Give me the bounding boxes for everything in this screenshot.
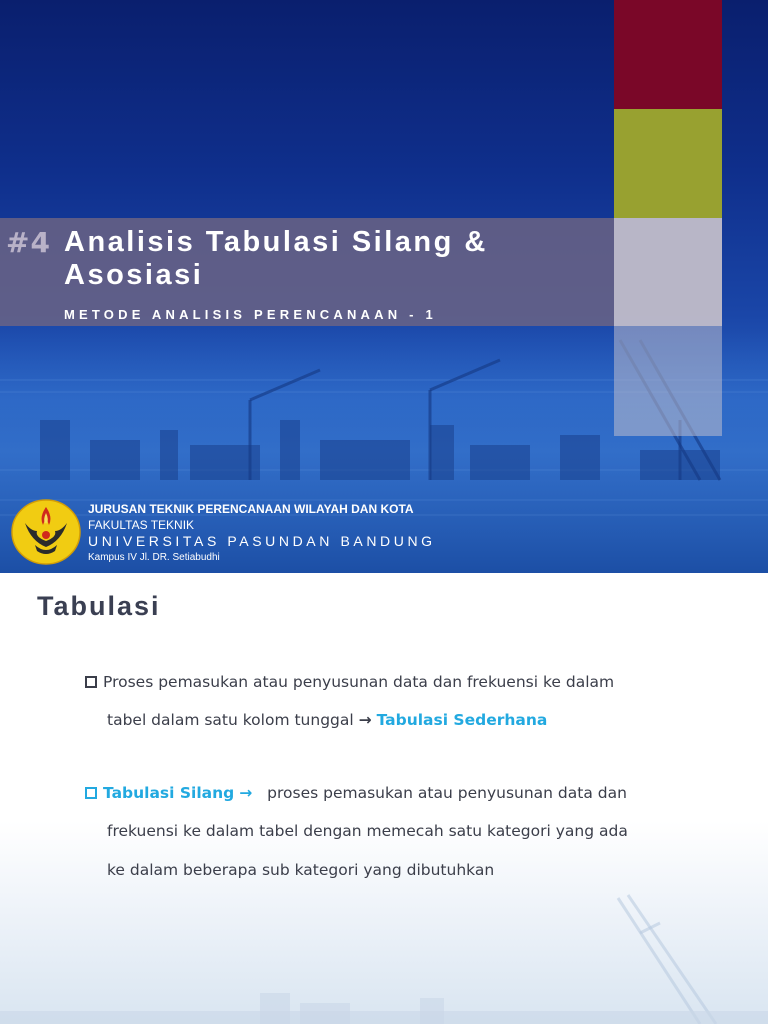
bullet2-line1: proses pemasukan atau penyusunan data dan: [267, 784, 627, 802]
bullet1-line2: tabel dalam satu kolom tunggal: [107, 711, 354, 729]
bullet2-line3: ke dalam beberapa sub kategori yang dibutuhkan: [107, 861, 495, 879]
decorative-olive-square: [614, 109, 722, 218]
slide-title: Analisis Tabulasi Silang & Asosiasi: [64, 226, 488, 291]
bullet1-line1: Proses pemasukan atau penyusunan data dan frekuensi ke dalam: [103, 673, 615, 691]
checkbox-bullet-icon: [85, 676, 97, 688]
checkbox-bullet-icon: [85, 787, 97, 799]
university-name: UNIVERSITAS PASUNDAN BANDUNG: [88, 533, 436, 549]
section-title: Tabulasi: [37, 591, 161, 621]
right-arrow-icon: →: [358, 711, 372, 729]
department-name: JURUSAN TEKNIK PERENCANAAN WILAYAH DAN KOTA: [88, 502, 414, 516]
university-logo-icon: [11, 497, 81, 567]
decorative-light-square: [614, 218, 722, 326]
right-arrow-icon: →: [239, 784, 253, 802]
decorative-red-square: [614, 0, 722, 109]
slide-subtitle: METODE ANALISIS PERENCANAAN - 1: [64, 307, 437, 322]
highlight-simple-tabulation: Tabulasi Sederhana: [376, 711, 548, 729]
campus-address: Kampus IV Jl. DR. Setiabudhi: [88, 552, 220, 563]
highlight-cross-tabulation: Tabulasi Silang: [103, 784, 235, 802]
faculty-name: FAKULTAS TEKNIK: [88, 518, 195, 532]
content-slide: [0, 573, 768, 1024]
slide-number: #4: [6, 226, 51, 259]
bullet2-line2: frekuensi ke dalam tabel dengan memecah satu kategori yang ada: [107, 822, 628, 840]
decorative-grey-square: [614, 326, 722, 436]
